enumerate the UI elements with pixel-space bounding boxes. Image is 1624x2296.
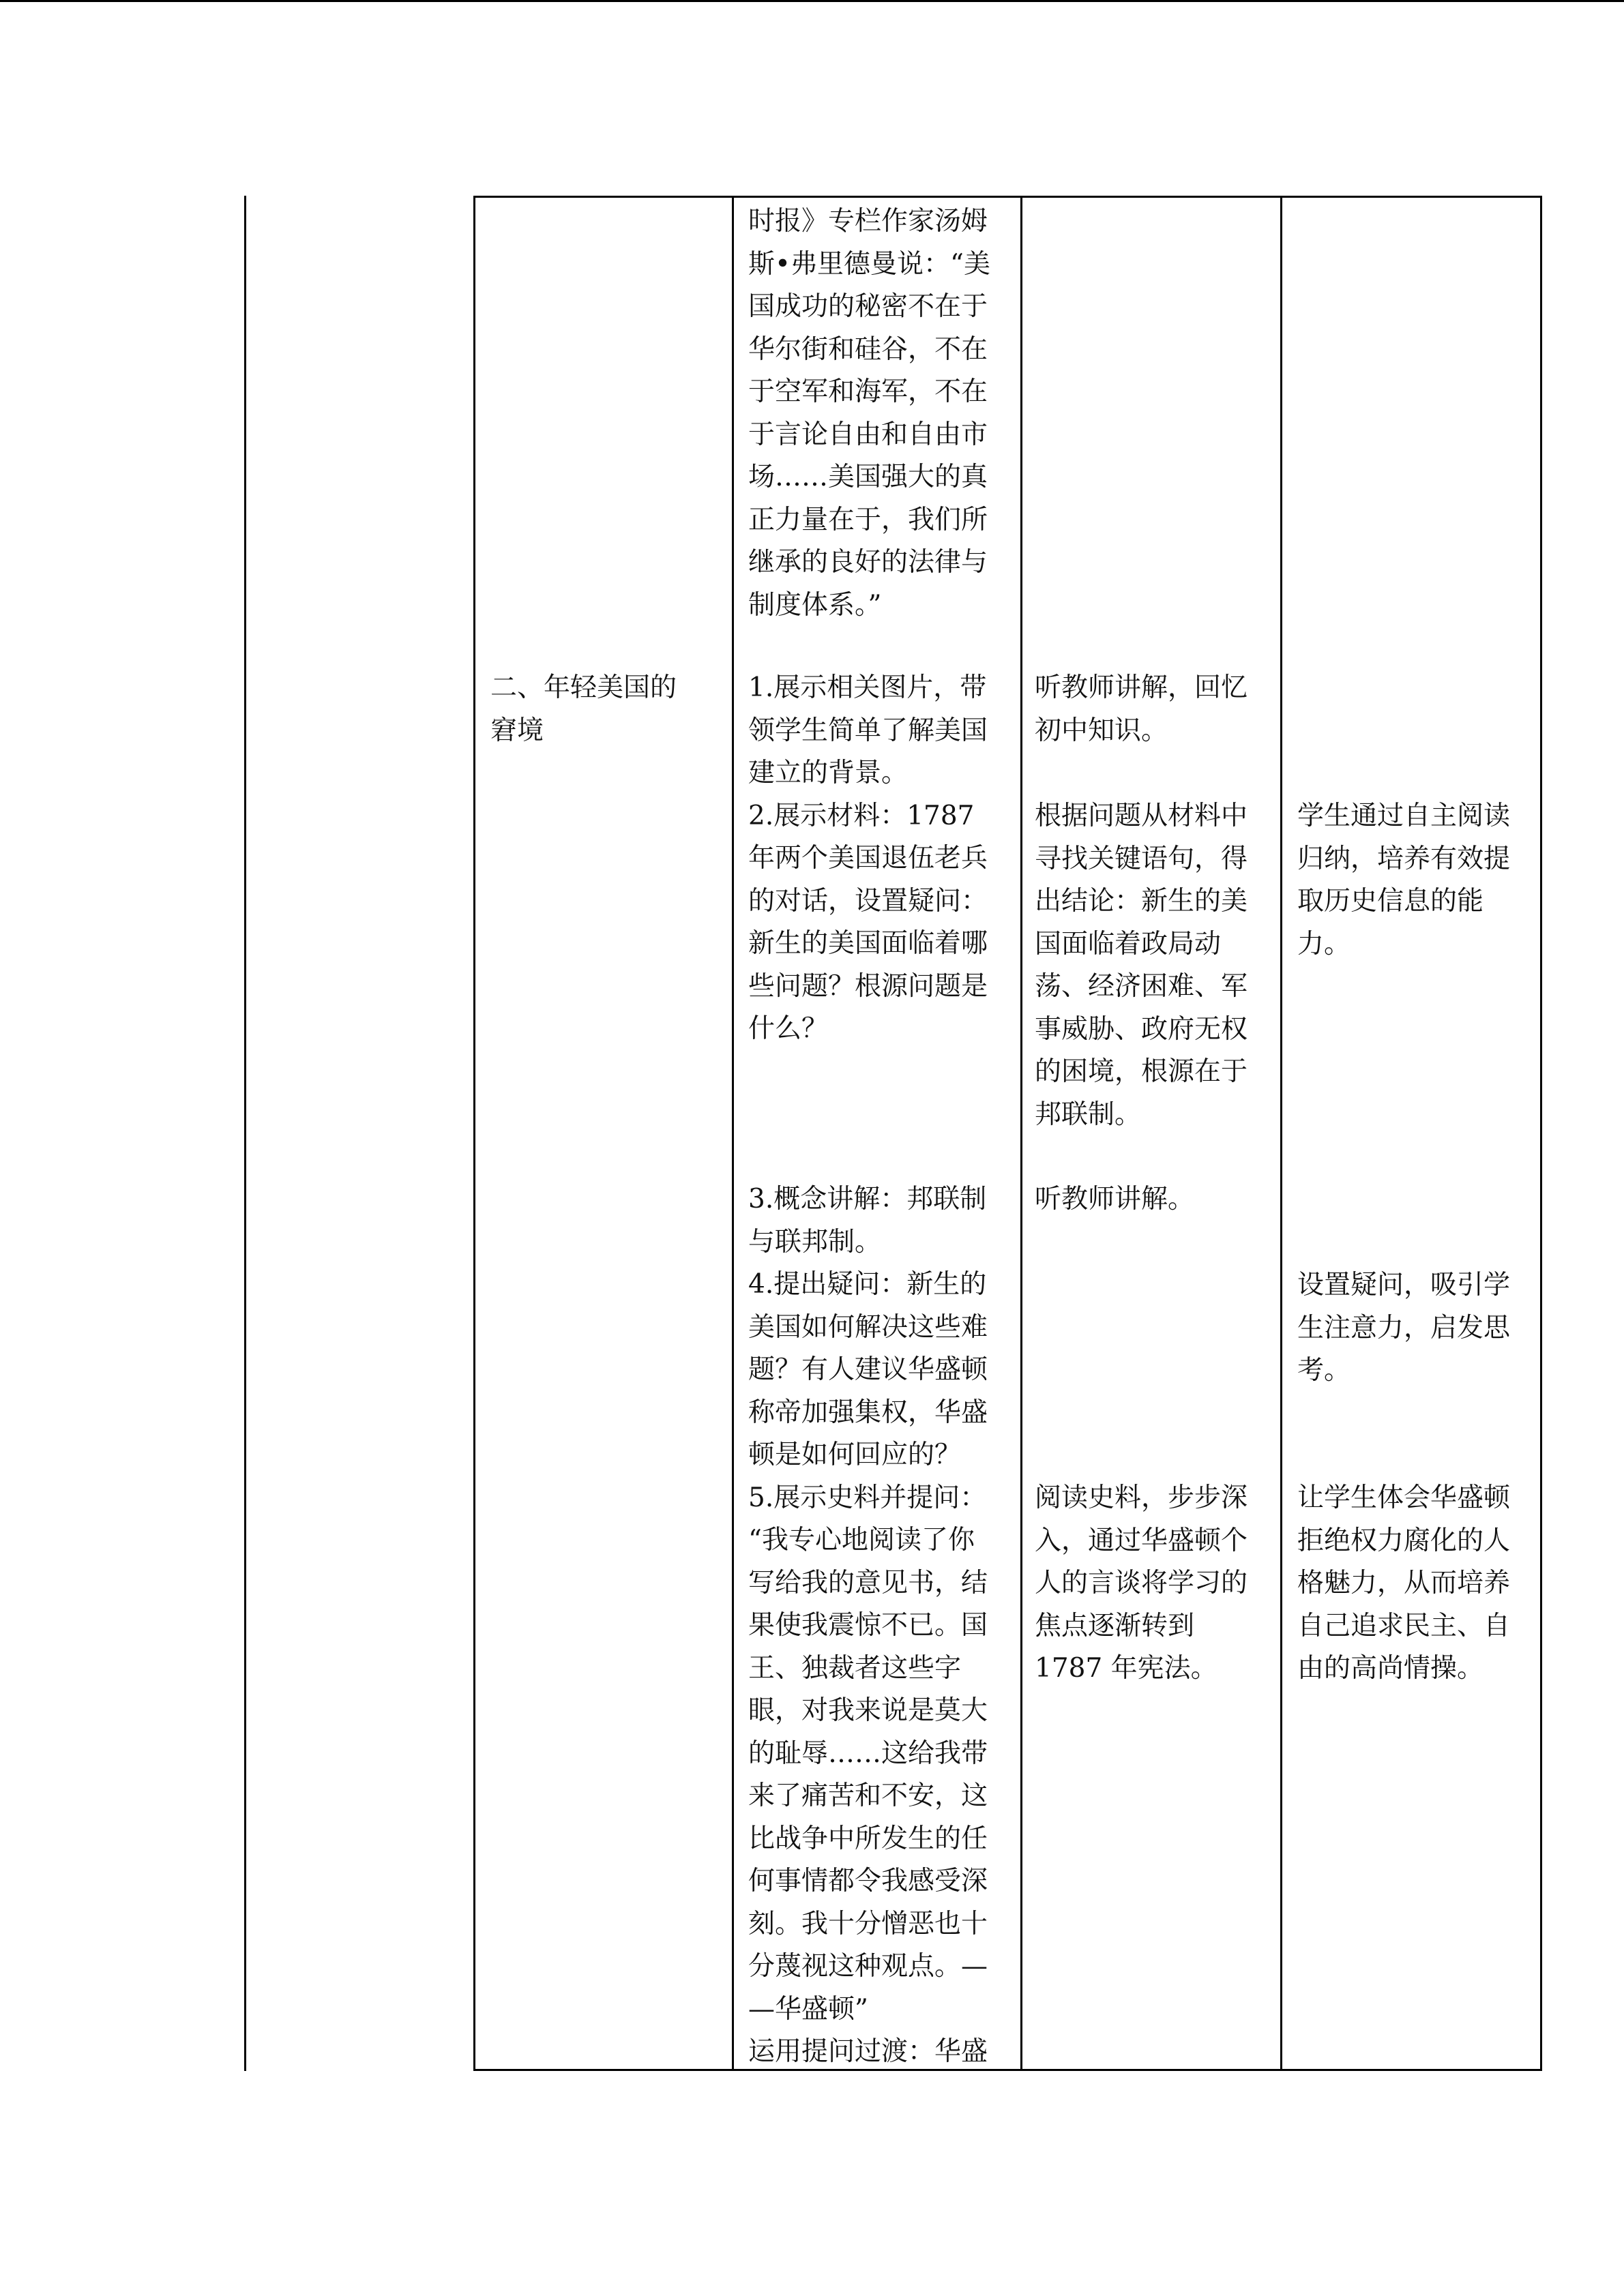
text-line: 根据问题从材料中 xyxy=(1035,801,1248,831)
text-line: 的对话，设置疑问： xyxy=(748,885,988,916)
text-line: 运用提问过渡：华盛 xyxy=(748,2036,988,2067)
text-line: 二、年轻美国的 xyxy=(490,672,677,703)
topic-cell xyxy=(490,667,677,752)
text-line: 5.展示史料并提问： xyxy=(748,1482,987,1513)
text-line: 眼，对我来说是莫大 xyxy=(748,1695,988,1726)
text-line: 国面临着政局动 xyxy=(1035,928,1222,959)
student-activity-block-4 xyxy=(1035,1477,1247,1690)
text-line: 格魅力，从而培养 xyxy=(1297,1568,1511,1598)
text-line: 窘境 xyxy=(490,715,544,746)
text-line: 于空军和海军，不在 xyxy=(748,376,988,407)
text-line: 生注意力，启发思 xyxy=(1297,1312,1511,1343)
text-line: 领学生简单了解美国 xyxy=(748,715,988,746)
text-line: “我专心地阅读了你 xyxy=(748,1525,975,1555)
text-line: 来了痛苦和不安，这 xyxy=(748,1780,988,1811)
text-line: 比战争中所发生的任 xyxy=(748,1823,988,1854)
column-divider-3 xyxy=(1280,198,1282,2069)
text-line: 于言论自由和自由市 xyxy=(748,419,988,450)
text-line: 什么？ xyxy=(748,1013,829,1044)
text-line: 邦联制。 xyxy=(1035,1099,1142,1130)
text-line: 刻。我十分憎恶也十 xyxy=(748,1908,988,1939)
text-line: —华盛顿” xyxy=(748,1993,868,2025)
text-line: 初中知识。 xyxy=(1035,715,1168,746)
text-line: 正力量在于，我们所 xyxy=(748,504,988,535)
design-intent-block-2 xyxy=(1297,1264,1510,1392)
text-line: 1787 年宪法。 xyxy=(1035,1653,1217,1684)
text-line: 果使我震惊不已。国 xyxy=(748,1610,988,1641)
text-line: 场……美国强大的真 xyxy=(748,462,988,492)
text-line: 顿是如何回应的？ xyxy=(748,1440,962,1470)
text-line: 寻找关键语句，得 xyxy=(1035,843,1248,874)
text-line: 拒绝权力腐化的人 xyxy=(1297,1525,1511,1556)
lesson-plan-table xyxy=(473,196,1542,2071)
text-line: 华尔街和硅谷，不在 xyxy=(748,333,988,365)
text-line: 制度体系。” xyxy=(748,589,882,621)
student-activity-block-3 xyxy=(1035,1178,1194,1221)
text-line: 年两个美国退伍老兵 xyxy=(748,843,988,874)
text-line: 的困境，根源在于 xyxy=(1035,1056,1248,1087)
text-line: 题？有人建议华盛顿 xyxy=(748,1354,988,1385)
column-divider-2 xyxy=(1020,198,1022,2069)
text-line: 分蔑视这种观点。— xyxy=(748,1951,988,1982)
text-line: 取历史信息的能 xyxy=(1297,886,1484,916)
text-line: 继承的良好的法律与 xyxy=(748,547,988,578)
text-line: 出结论：新生的美 xyxy=(1035,886,1248,916)
text-line: 焦点逐渐转到 xyxy=(1035,1610,1195,1641)
design-intent-block-1 xyxy=(1297,795,1510,966)
text-line: 美国如何解决这些难 xyxy=(748,1311,988,1343)
text-line: 王、独裁者这些字 xyxy=(748,1652,962,1684)
text-line: 时报》专栏作家汤姆 xyxy=(748,206,988,237)
left-table-border xyxy=(244,196,246,2071)
text-line: 力。 xyxy=(1297,928,1351,959)
text-line: 新生的美国面临着哪 xyxy=(748,928,988,959)
text-line: 阅读史料，步步深 xyxy=(1035,1482,1248,1513)
text-line: 考。 xyxy=(1297,1355,1351,1386)
text-line: 听教师讲解，回忆 xyxy=(1035,672,1248,703)
teacher-activity-block-3 xyxy=(748,1178,988,2074)
page-top-border xyxy=(0,0,1624,2)
teacher-activity-block-1 xyxy=(748,200,990,627)
text-line: 荡、经济困难、军 xyxy=(1035,971,1248,1002)
text-line: 写给我的意见书，结 xyxy=(748,1567,988,1598)
text-line: 与联邦制。 xyxy=(748,1226,882,1257)
text-line: 入，通过华盛顿个 xyxy=(1035,1525,1248,1556)
student-activity-block-1 xyxy=(1035,667,1247,752)
text-line: 事威胁、政府无权 xyxy=(1035,1013,1248,1045)
text-line: 人的言谈将学习的 xyxy=(1035,1568,1248,1598)
text-line: 听教师讲解。 xyxy=(1035,1184,1195,1214)
text-line: 的耻辱……这给我带 xyxy=(748,1738,988,1769)
text-line: 3.概念讲解：邦联制 xyxy=(748,1184,987,1214)
teacher-activity-block-2 xyxy=(748,667,988,1051)
text-line: 设置疑问，吸引学 xyxy=(1297,1270,1511,1300)
text-line: 学生通过自主阅读 xyxy=(1297,801,1511,831)
text-line: 2.展示材料：1787 xyxy=(748,800,975,831)
text-line: 4.提出疑问：新生的 xyxy=(748,1269,987,1300)
text-line: 归纳，培养有效提 xyxy=(1297,843,1511,874)
student-activity-block-2 xyxy=(1035,795,1247,1136)
text-line: 建立的背景。 xyxy=(748,758,909,788)
text-line: 1.展示相关图片，带 xyxy=(748,672,987,703)
text-line: 何事情都令我感受深 xyxy=(748,1866,988,1896)
text-line: 让学生体会华盛顿 xyxy=(1297,1482,1511,1513)
text-line: 称帝加强集权，华盛 xyxy=(748,1397,988,1428)
text-line: 斯•弗里德曼说：“美 xyxy=(748,248,990,280)
column-divider-1 xyxy=(732,198,734,2069)
text-line: 由的高尚情操。 xyxy=(1297,1653,1484,1684)
text-line: 国成功的秘密不在于 xyxy=(748,291,988,322)
text-line: 些问题？根源问题是 xyxy=(748,970,988,1002)
text-line: 自己追求民主、自 xyxy=(1297,1610,1511,1641)
design-intent-block-3 xyxy=(1297,1477,1510,1690)
